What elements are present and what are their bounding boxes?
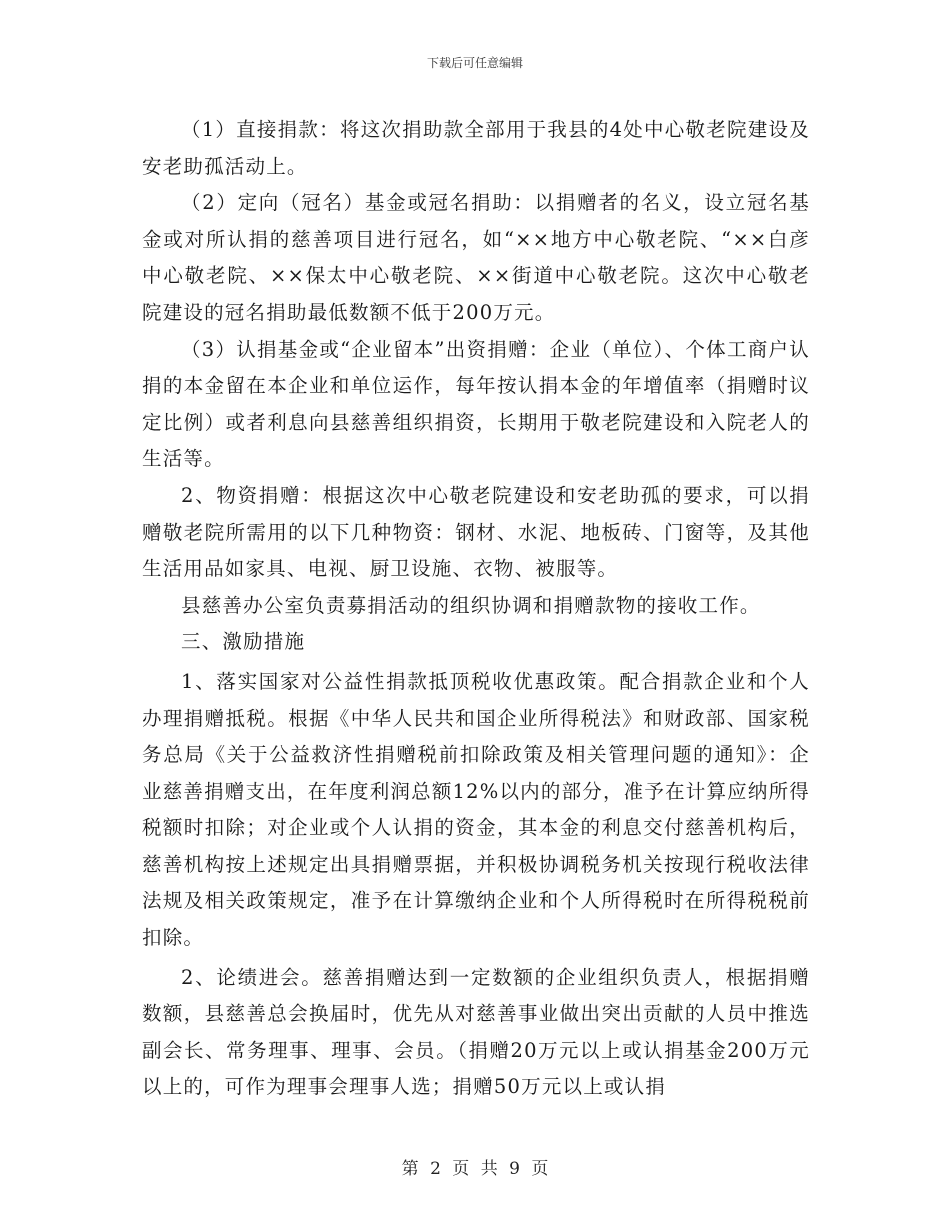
paragraph-pledge-fund: （3）认捐基金或“企业留本”出资捐赠：企业（单位）、个体工商户认捐的本金留在本企业和单位运作，每年按认捐本金的年增值率（捐赠时议定比例）或者利息向县慈善组织捐资，长期用于敬老院建设和入院老人的生活等。 xyxy=(142,337,810,471)
page-number-footer: 第 2 页 共 9 页 xyxy=(401,1159,549,1179)
paragraph-merit-council: 2、论绩进会。慈善捐赠达到一定数额的企业组织负责人，根据捐赠数额，县慈善总会换届时，优先从对慈善事业做出突出贡献的人员中推选副会长、常务理事、理事、会员。（捐赠20万元以上或认捐基金200万元以上的，可作为理事会理事人选；捐赠50万元以上或认捐 xyxy=(142,965,810,1099)
paragraph-direct-donation: （1）直接捐款：将这次捐助款全部用于我县的4处中心敬老院建设及安老助孤活动上。 xyxy=(142,118,810,178)
page-header: 下载后可任意编辑 xyxy=(426,56,523,70)
paragraph-charity-office: 县慈善办公室负责募捐活动的组织协调和捐赠款物的接收工作。 xyxy=(181,593,761,617)
paragraph-named-fund: （2）定向（冠名）基金或冠名捐助：以捐赠者的名义，设立冠名基金或对所认捐的慈善项目进行冠名，如“××地方中心敬老院、“××白彦中心敬老院、××保太中心敬老院、××街道中心敬老院。这次中心敬老院建设的冠名捐助最低数额不低于200万元。 xyxy=(142,191,810,324)
paragraph-material-donation: 2、物资捐赠：根据这次中心敬老院建设和安老助孤的要求，可以捐赠敬老院所需用的以下几种物资：钢材、水泥、地板砖、门窗等，及其他生活用品如家具、电视、厨卫设施、衣物、被服等。 xyxy=(142,483,810,581)
section-heading-incentives: 三、激励措施 xyxy=(181,630,306,654)
document-body xyxy=(142,112,810,1106)
paragraph-tax-policy: 1、落实国家对公益性捐款抵顶税收优惠政策。配合捐款企业和个人办理捐赠抵税。根据《中华人民共和国企业所得税法》和财政部、国家税务总局《关于公益救济性捐赠税前扣除政策及相关管理问题的通知》：企业慈善捐赠支出，在年度利润总额12%以内的部分，准予在计算应纳所得税额时扣除；对企业或个人认捐的资金，其本金的利息交付慈善机构后，慈善机构按上述规定出具捐赠票据，并积极协调税务机关按现行税收法律法规及相关政策规定，准予在计算缴纳企业和个人所得税时在所得税税前扣除。 xyxy=(142,669,810,950)
